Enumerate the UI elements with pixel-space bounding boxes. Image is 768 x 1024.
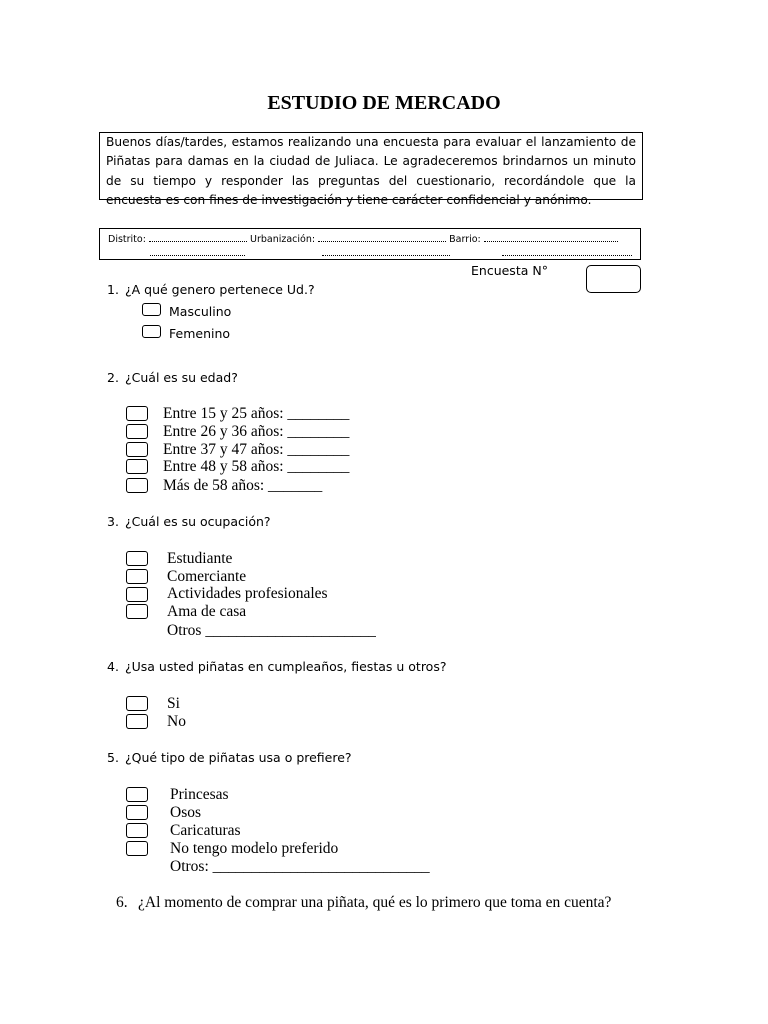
question-5	[107, 750, 352, 765]
distrito-label: Distrito:	[108, 234, 146, 245]
question-number: 2.	[107, 370, 119, 385]
question-text: ¿Usa usted piñatas en cumpleaños, fiestas u otros?	[125, 659, 447, 674]
question-text: ¿Al momento de comprar una piñata, qué es lo primero que toma en cuenta?	[138, 894, 612, 911]
question-text: ¿A qué genero pertenece Ud.?	[125, 282, 315, 297]
distrito-field-line2[interactable]	[150, 254, 245, 256]
question-6	[116, 894, 611, 912]
option-label: Masculino	[169, 304, 232, 319]
urbanizacion-field-line2[interactable]	[322, 254, 450, 256]
option-label: Entre 15 y 25 años: ________	[163, 405, 350, 422]
checkbox-age-37-47[interactable]	[126, 442, 148, 457]
option-label-otros: Otros: ____________________________	[170, 858, 430, 875]
option-label: Entre 26 y 36 años: ________	[163, 423, 350, 440]
option-label: Caricaturas	[170, 822, 241, 839]
checkbox-caricaturas[interactable]	[126, 823, 148, 838]
option-label: Estudiante	[167, 550, 233, 567]
checkbox-age-58-plus[interactable]	[126, 478, 148, 493]
checkbox-princesas[interactable]	[126, 787, 148, 802]
checkbox-age-15-25[interactable]	[126, 406, 148, 421]
checkbox-no[interactable]	[126, 714, 148, 729]
option-label: No	[167, 713, 186, 730]
urbanizacion-field[interactable]	[318, 232, 446, 242]
location-box	[99, 228, 641, 260]
checkbox-age-26-36[interactable]	[126, 424, 148, 439]
checkbox-age-48-58[interactable]	[126, 459, 148, 474]
urbanizacion-label: Urbanización:	[249, 234, 316, 245]
option-label: Más de 58 años: _______	[163, 477, 323, 494]
checkbox-femenino[interactable]	[142, 325, 161, 338]
question-4	[107, 659, 446, 674]
option-label: Entre 48 y 58 años: ________	[163, 458, 350, 475]
option-label: Princesas	[170, 786, 229, 803]
question-text: ¿Qué tipo de piñatas usa o prefiere?	[125, 750, 352, 765]
page-title: ESTUDIO DE MERCADO	[267, 92, 501, 114]
barrio-field-line2[interactable]	[502, 254, 632, 256]
question-number: 4.	[107, 659, 119, 674]
checkbox-osos[interactable]	[126, 805, 148, 820]
encuesta-number-field[interactable]	[586, 265, 641, 293]
barrio-field[interactable]	[484, 232, 618, 242]
question-number: 3.	[107, 514, 119, 529]
option-label: Femenino	[169, 326, 231, 341]
checkbox-masculino[interactable]	[142, 303, 161, 316]
option-label: Actividades profesionales	[167, 585, 328, 602]
distrito-field[interactable]	[149, 232, 247, 242]
option-label-otros: Otros ______________________	[167, 622, 376, 639]
question-number: 5.	[107, 750, 119, 765]
option-label: Entre 37 y 47 años: ________	[163, 441, 350, 458]
question-2	[107, 370, 238, 385]
barrio-label: Barrio:	[449, 234, 481, 245]
checkbox-comerciante[interactable]	[126, 569, 148, 584]
option-label: Ama de casa	[167, 603, 247, 620]
intro-box: Buenos días/tardes, estamos realizando una encuesta para evaluar el lanzamiento de Piñatas para damas en la ciudad de Juliaca. Le agradeceremos brindarnos un minuto de su tiempo y responder las preguntas del cuestionario, recordándole que la encuesta es con fines de investigación y tiene carácter confidencial y anónimo.	[99, 132, 643, 200]
checkbox-si[interactable]	[126, 696, 148, 711]
question-1	[107, 282, 315, 297]
question-number: 6.	[116, 894, 128, 911]
checkbox-estudiante[interactable]	[126, 551, 148, 566]
checkbox-ama-de-casa[interactable]	[126, 604, 148, 619]
option-label: Comerciante	[167, 568, 247, 585]
checkbox-no-modelo[interactable]	[126, 841, 148, 856]
option-label: Si	[167, 695, 180, 712]
question-text: ¿Cuál es su edad?	[125, 370, 238, 385]
checkbox-actividades-profesionales[interactable]	[126, 587, 148, 602]
option-label: No tengo modelo preferido	[170, 840, 339, 857]
encuesta-number-label: Encuesta N°	[471, 263, 548, 278]
question-3	[107, 514, 271, 529]
option-label: Osos	[170, 804, 202, 821]
question-number: 1.	[107, 282, 119, 297]
question-text: ¿Cuál es su ocupación?	[125, 514, 271, 529]
